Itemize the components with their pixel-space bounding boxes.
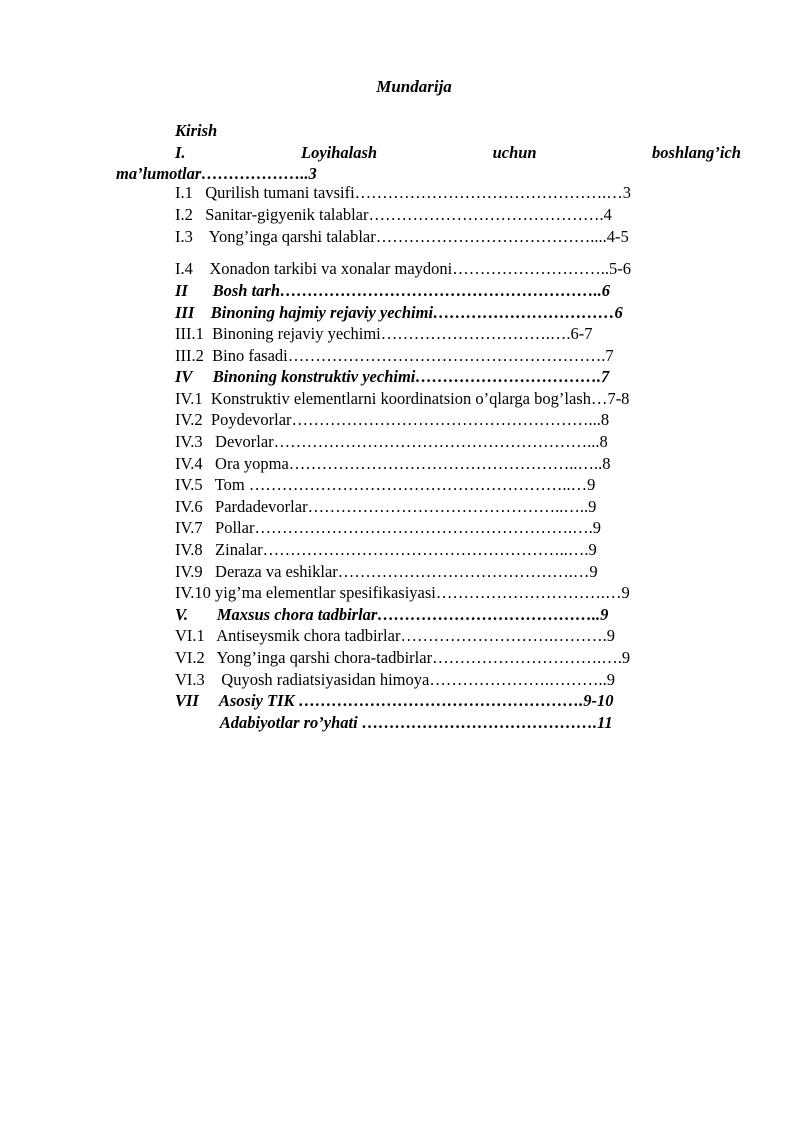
section-1-word: uchun [492,143,537,162]
toc-entry: III.2 Bino fasadi………………………………………………….7 [175,346,614,365]
page-title: Mundarija [376,77,452,96]
section-1-word: Loyihalash [301,143,378,162]
section-1-heading-cont: ma’lumotlar………………..3 [116,164,317,183]
toc-entry: IV.6 Pardadevorlar………………………………………..…..9 [175,497,597,516]
toc-entry: I.4 Xonadon tarkibi va xonalar maydoni………………………..5-6 [175,259,631,278]
toc-entry: I.1 Qurilish tumani tavsifi……………………………………….…3 [175,183,632,202]
toc-entry: I.3 Yong’inga qarshi talablar…………………………………....4-5 [175,227,629,246]
toc-entry: IV.5 Tom …………………………………………………..…9 [175,475,596,494]
toc-entry: IV.7 Pollar………………………………………………….….9 [175,518,601,537]
toc-entry: VI.1 Antiseysmik chora tadbirlar……………………….……….9 [175,626,615,645]
toc-entry: III.1 Binoning rejaviy yechimi………………………….….6-7 [175,324,593,343]
toc-entry: IV.2 Poydevorlar………………………………………………...8 [175,410,610,429]
toc-section-heading: Adabiyotlar ro’yhati …………………………………….11 [175,713,613,732]
toc-entry: VI.3 Quyosh radiatsiyasidan himoya………………….………..9 [175,670,615,689]
toc-section-heading: IV Binoning konstruktiv yechimi…………………………….7 [175,367,610,386]
toc-section-heading: II Bosh tarh…………………………………………………..6 [175,281,611,300]
toc-entry: IV.9 Deraza va eshiklar…………………………………….…9 [175,562,598,581]
section-1-heading [175,143,741,163]
toc-entry: IV.10 yig’ma elementlar spesifikasiyasi………………………….…9 [175,583,630,602]
toc-entry: IV.1 Konstruktiv elementlarni koordinatsion o’qlarga bog’lash…7-8 [175,389,630,408]
toc-section-heading: VII Asosiy TIK …………………………………………….9-10 [175,691,614,710]
toc-entry: IV.3 Devorlar…………………………………………………...8 [175,432,608,451]
section-1-word: boshlang’ich [652,143,741,162]
toc-entry: VI.2 Yong’inga qarshi chora-tadbirlar………………………….….9 [175,648,631,667]
toc-section-heading: III Binoning hajmiy rejaviy yechimi……………………………6 [175,303,623,322]
toc-section-heading: V. Maxsus chora tadbirlar…………………………………..9 [175,605,609,624]
toc-entry: IV.4 Ora yopma……………………………………………..…..8 [175,454,611,473]
section-1-word: I. [175,143,186,162]
toc-entry: IV.8 Zinalar………………………………………………..….9 [175,540,597,559]
intro-heading: Kirish [175,121,218,140]
toc-entry: I.2 Sanitar-gigyenik talablar…………………………………….4 [175,205,612,224]
